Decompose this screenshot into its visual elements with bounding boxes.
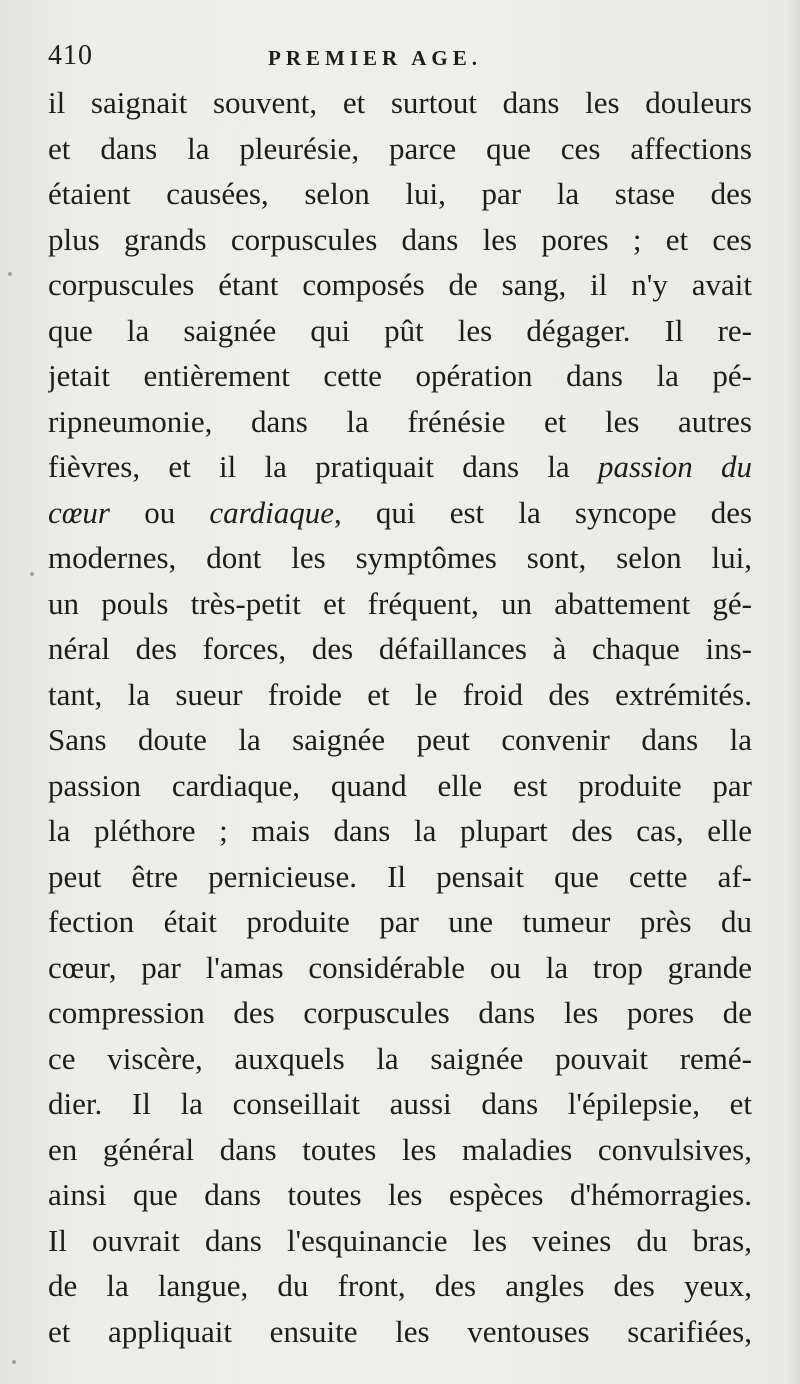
text-line: néral des forces, des défaillances à chaque ins- [48, 631, 752, 666]
text-line: la pléthore ; mais dans la plupart des cas, elle [48, 813, 752, 848]
text-line: que la saignée qui pût les dégager. Il re- [48, 312, 752, 348]
text-line: ce viscère, auxquels la saignée pouvait remé- [48, 1040, 752, 1076]
text-line: ripneumonie, dans la frénésie et les autres [48, 403, 752, 439]
body-text [48, 80, 752, 1354]
text-line: il saignait souvent, et surtout dans les douleurs [48, 85, 752, 120]
paper-speck [12, 1360, 16, 1364]
text-line: jetait entièrement cette opération dans la pé- [48, 358, 752, 393]
paper-speck [8, 272, 12, 276]
text-line: Sans doute la saignée peut convenir dans la [48, 722, 752, 757]
text-line: étaient causées, selon lui, par la stase des [48, 176, 752, 211]
text-line: et dans la pleurésie, parce que ces affections [48, 130, 752, 166]
page-header [48, 40, 748, 80]
text-line: modernes, dont les symptômes sont, selon lui, [48, 540, 752, 575]
text-line: tant, la sueur froide et le froid des extrémités. [48, 676, 752, 712]
text-line: passion cardiaque, quand elle est produite par [48, 767, 752, 803]
text-line: fection était produite par une tumeur près du [48, 904, 752, 939]
running-head: PREMIER AGE. [268, 46, 483, 70]
text-line: ainsi que dans toutes les espèces d'hémorragies. [48, 1177, 752, 1212]
text-line: cœur, par l'amas considérable ou la trop grande [48, 949, 752, 985]
text-line: fièvres, et il la pratiquait dans la passion du [48, 449, 752, 484]
text-line: de la langue, du front, des angles des yeux, [48, 1268, 752, 1303]
text-line: un pouls très-petit et fréquent, un abattement gé- [48, 585, 752, 621]
page-number: 410 [48, 40, 93, 71]
text-line: plus grands corpuscules dans les pores ; et ces [48, 221, 752, 257]
italic-term: passion du [597, 449, 752, 484]
text-line: peut être pernicieuse. Il pensait que cette af- [48, 858, 752, 894]
text-line: cœur ou cardiaque, qui est la syncope des [48, 494, 752, 530]
text-line: corpuscules étant composés de sang, il n'y avait [48, 267, 752, 302]
text-line: compression des corpuscules dans les pores de [48, 995, 752, 1030]
italic-term: cardiaque [209, 494, 334, 530]
text-line: Il ouvrait dans l'esquinancie les veines du bras, [48, 1222, 752, 1258]
text-line: en général dans toutes les maladies convulsives, [48, 1131, 752, 1167]
text-line: et appliquait ensuite les ventouses scarifiées, [48, 1313, 752, 1349]
italic-term: cœur [48, 494, 110, 530]
page-edge-shadow [786, 0, 800, 1384]
paper-speck [30, 572, 34, 576]
text-line: dier. Il la conseillait aussi dans l'épilepsie, et [48, 1086, 752, 1121]
